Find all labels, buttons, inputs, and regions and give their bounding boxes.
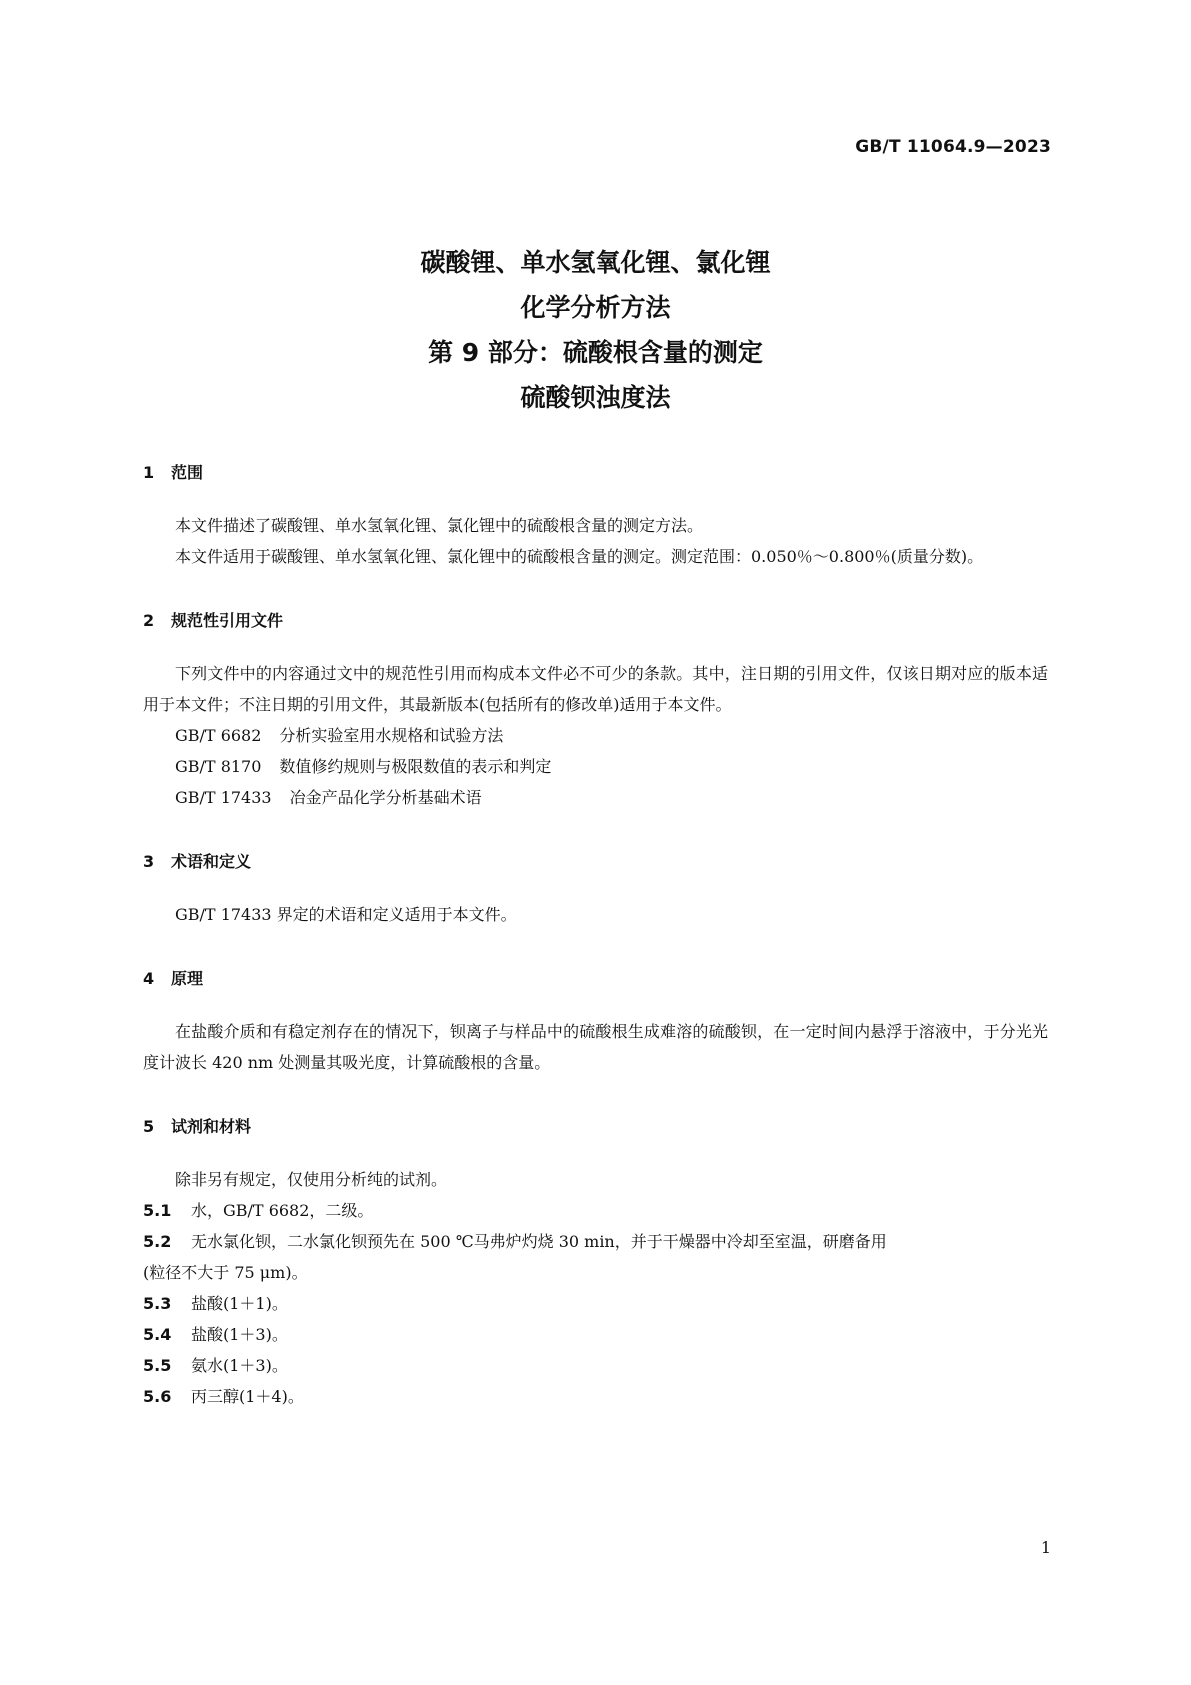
item-text: 盐酸(1＋3)。 <box>191 1325 288 1344</box>
reference-code: GB/T 17433 <box>175 788 272 807</box>
item-continuation: (粒径不大于 75 μm)。 <box>143 1263 308 1282</box>
section-title: 规范性引用文件 <box>171 611 284 630</box>
item-text: 丙三醇(1＋4)。 <box>191 1387 304 1406</box>
section-1-heading <box>143 460 1048 486</box>
reference-name: 数值修约规则与极限数值的表示和判定 <box>279 757 552 776</box>
page-number: 1 <box>1040 1538 1051 1557</box>
title-line-3: 第 9 部分：硫酸根含量的测定 <box>428 338 763 367</box>
section-4-paragraph-1: 在盐酸介质和有稳定剂存在的情况下，钡离子与样品中的硫酸根生成难溶的硫酸钡，在一定时间内悬浮于溶液中，于分光光度计波长 420 nm 处测量其吸光度，计算硫酸根的含量。 <box>143 1022 1048 1072</box>
reference-item <box>143 751 1048 782</box>
reference-code: GB/T 6682 <box>175 726 262 745</box>
document-title <box>0 240 1191 420</box>
reference-code: GB/T 8170 <box>175 757 262 776</box>
section-number: 5 <box>143 1117 155 1136</box>
section-title: 范围 <box>171 463 204 482</box>
list-item <box>143 1319 1048 1350</box>
standard-code: GB/T 11064.9—2023 <box>855 137 1051 157</box>
list-item <box>143 1195 1048 1226</box>
item-number: 5.4 <box>143 1325 172 1344</box>
title-line-1: 碳酸锂、单水氢氧化锂、氯化锂 <box>420 248 771 277</box>
item-number: 5.3 <box>143 1294 172 1313</box>
reference-name: 冶金产品化学分析基础术语 <box>289 788 482 807</box>
item-text: 盐酸(1＋1)。 <box>191 1294 288 1313</box>
reference-name: 分析实验室用水规格和试验方法 <box>279 726 504 745</box>
section-2-heading <box>143 608 1048 634</box>
reference-item <box>143 782 1048 813</box>
section-title: 术语和定义 <box>171 852 252 871</box>
section-5-heading <box>143 1114 1048 1140</box>
section-number: 2 <box>143 611 155 630</box>
section-title: 原理 <box>171 969 204 988</box>
item-number: 5.1 <box>143 1201 172 1220</box>
item-text: 水，GB/T 6682，二级。 <box>191 1201 374 1220</box>
reference-item <box>143 720 1048 751</box>
section-3-heading <box>143 849 1048 875</box>
section-1-paragraph-1: 本文件描述了碳酸锂、单水氢氧化锂、氯化锂中的硫酸根含量的测定方法。 <box>175 516 704 535</box>
list-item <box>143 1350 1048 1381</box>
section-number: 3 <box>143 852 155 871</box>
section-3-paragraph-1: GB/T 17433 界定的术语和定义适用于本文件。 <box>175 905 517 924</box>
document-body <box>143 460 1048 1412</box>
section-2-paragraph-1: 下列文件中的内容通过文中的规范性引用而构成本文件必不可少的条款。其中，注日期的引用文件，仅该日期对应的版本适用于本文件；不注日期的引用文件，其最新版本(包括所有的修改单)适用于本文件。 <box>143 664 1048 714</box>
section-number: 1 <box>143 463 155 482</box>
title-line-4: 硫酸钡浊度法 <box>520 383 671 412</box>
section-1-paragraph-2: 本文件适用于碳酸锂、单水氢氧化锂、氯化锂中的硫酸根含量的测定。测定范围：0.050％～0.800％(质量分数)。 <box>175 547 984 566</box>
section-number: 4 <box>143 969 155 988</box>
title-line-2: 化学分析方法 <box>520 293 671 322</box>
item-number: 5.5 <box>143 1356 172 1375</box>
section-4-heading <box>143 966 1048 992</box>
list-item <box>143 1381 1048 1412</box>
section-title: 试剂和材料 <box>171 1117 252 1136</box>
list-item <box>143 1226 1048 1257</box>
list-item <box>143 1288 1048 1319</box>
item-text: 无水氯化钡，二水氯化钡预先在 500 ℃马弗炉灼烧 30 min，并于干燥器中冷却至室温，研磨备用 <box>191 1232 887 1251</box>
section-5-paragraph-1: 除非另有规定，仅使用分析纯的试剂。 <box>175 1170 448 1189</box>
item-number: 5.6 <box>143 1387 172 1406</box>
item-text: 氨水(1＋3)。 <box>191 1356 288 1375</box>
item-number: 5.2 <box>143 1232 172 1251</box>
